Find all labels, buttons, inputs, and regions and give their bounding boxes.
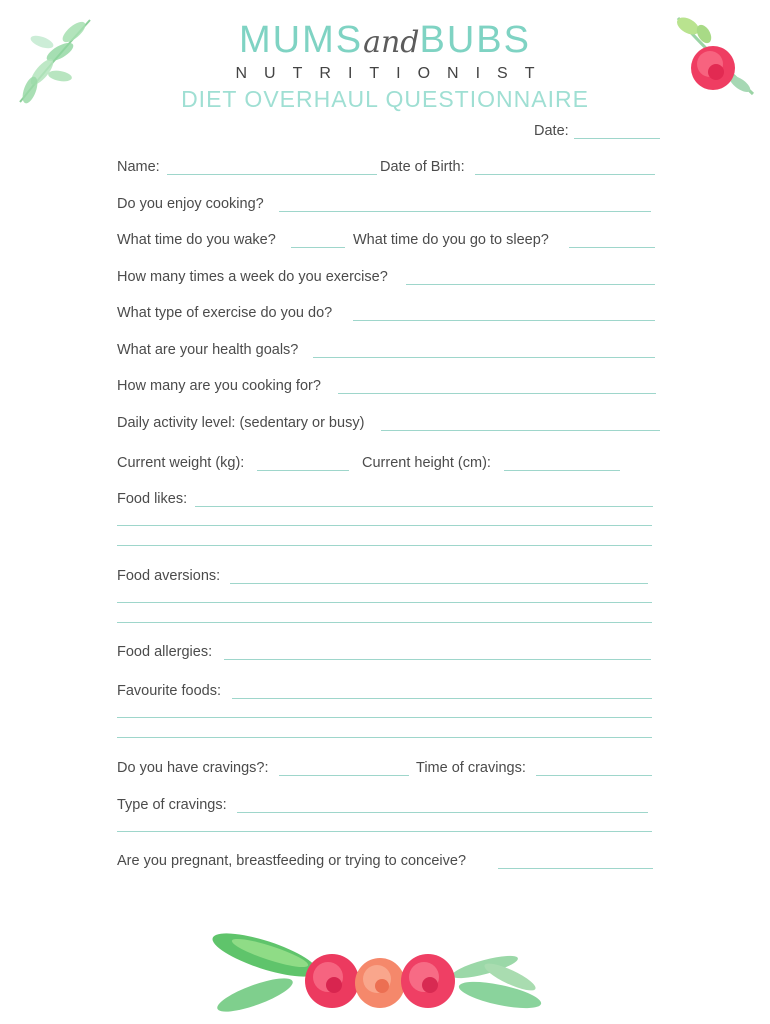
dob-field[interactable] xyxy=(475,174,655,175)
time-cravings-field[interactable] xyxy=(536,775,652,776)
food-allergies-label: Food allergies: xyxy=(117,644,213,660)
food-aversions-line-3[interactable] xyxy=(117,622,652,623)
brand-bubs: BUBS xyxy=(419,19,531,61)
sleep-field[interactable] xyxy=(569,247,655,248)
health-goals-row xyxy=(117,342,657,364)
health-goals-label: What are your health goals? xyxy=(117,342,299,358)
brand-subtitle: NUTRITIONIST xyxy=(235,65,552,82)
height-label: Current height (cm): xyxy=(362,455,491,471)
activity-label: Daily activity level: (sedentary or busy) xyxy=(117,415,365,431)
food-aversions-row xyxy=(117,568,657,590)
health-goals-field[interactable] xyxy=(313,357,655,358)
food-aversions-field[interactable] xyxy=(230,583,648,584)
food-likes-line-3[interactable] xyxy=(117,545,652,546)
food-aversions-label: Food aversions: xyxy=(117,568,221,584)
time-cravings-label: Time of cravings: xyxy=(416,760,526,776)
exercise-type-field[interactable] xyxy=(353,320,655,321)
dob-label: Date of Birth: xyxy=(380,159,465,175)
cravings-label: Do you have cravings?: xyxy=(117,760,269,776)
brand-and: and xyxy=(363,25,420,60)
exercise-type-label: What type of exercise do you do? xyxy=(117,305,333,321)
food-allergies-row xyxy=(117,644,657,666)
favourite-foods-row xyxy=(117,683,657,705)
brand-logo xyxy=(0,18,770,83)
pregnant-label: Are you pregnant, breastfeeding or trying to conceive? xyxy=(117,853,467,869)
date-label: Date: xyxy=(534,123,569,139)
food-allergies-field[interactable] xyxy=(224,659,651,660)
height-field[interactable] xyxy=(504,470,620,471)
food-likes-line-2[interactable] xyxy=(117,525,652,526)
activity-field[interactable] xyxy=(381,430,660,431)
type-cravings-field[interactable] xyxy=(237,812,648,813)
exercise-type-row xyxy=(117,305,657,327)
type-cravings-row xyxy=(117,797,657,819)
favourite-foods-line-2[interactable] xyxy=(117,717,652,718)
pregnant-row xyxy=(117,853,657,875)
cooking-row xyxy=(117,196,657,218)
wake-field[interactable] xyxy=(291,247,345,248)
cravings-field[interactable] xyxy=(279,775,409,776)
cooking-label: Do you enjoy cooking? xyxy=(117,196,264,212)
name-label: Name: xyxy=(117,159,160,175)
weight-field[interactable] xyxy=(257,470,349,471)
activity-row xyxy=(117,415,657,437)
flower-bouquet-icon xyxy=(210,925,560,1017)
type-cravings-label: Type of cravings: xyxy=(117,797,227,813)
food-likes-field[interactable] xyxy=(195,506,653,507)
cooking-field[interactable] xyxy=(279,211,651,212)
date-field[interactable] xyxy=(574,138,660,139)
favourite-foods-line-3[interactable] xyxy=(117,737,652,738)
exercise-times-label: How many times a week do you exercise? xyxy=(117,269,388,285)
exercise-times-row xyxy=(117,269,657,291)
wake-sleep-row xyxy=(117,232,657,254)
favourite-foods-label: Favourite foods: xyxy=(117,683,221,699)
sleep-label: What time do you go to sleep? xyxy=(353,232,549,248)
cooking-for-label: How many are you cooking for? xyxy=(117,378,321,394)
cooking-for-field[interactable] xyxy=(338,393,656,394)
favourite-foods-field[interactable] xyxy=(232,698,652,699)
weight-height-row xyxy=(117,455,657,477)
page-title: DIET OVERHAUL QUESTIONNAIRE xyxy=(181,86,589,112)
name-field[interactable] xyxy=(167,174,377,175)
wake-label: What time do you wake? xyxy=(117,232,276,248)
date-row xyxy=(117,123,657,145)
name-row xyxy=(117,159,657,181)
weight-label: Current weight (kg): xyxy=(117,455,245,471)
cooking-for-row xyxy=(117,378,657,400)
food-likes-row xyxy=(117,491,657,513)
pregnant-field[interactable] xyxy=(498,868,653,869)
type-cravings-line-2[interactable] xyxy=(117,831,652,832)
food-likes-label: Food likes: xyxy=(117,491,188,507)
brand-mums: MUMS xyxy=(238,19,364,61)
exercise-times-field[interactable] xyxy=(406,284,655,285)
food-aversions-line-2[interactable] xyxy=(117,602,652,603)
cravings-row xyxy=(117,760,657,782)
